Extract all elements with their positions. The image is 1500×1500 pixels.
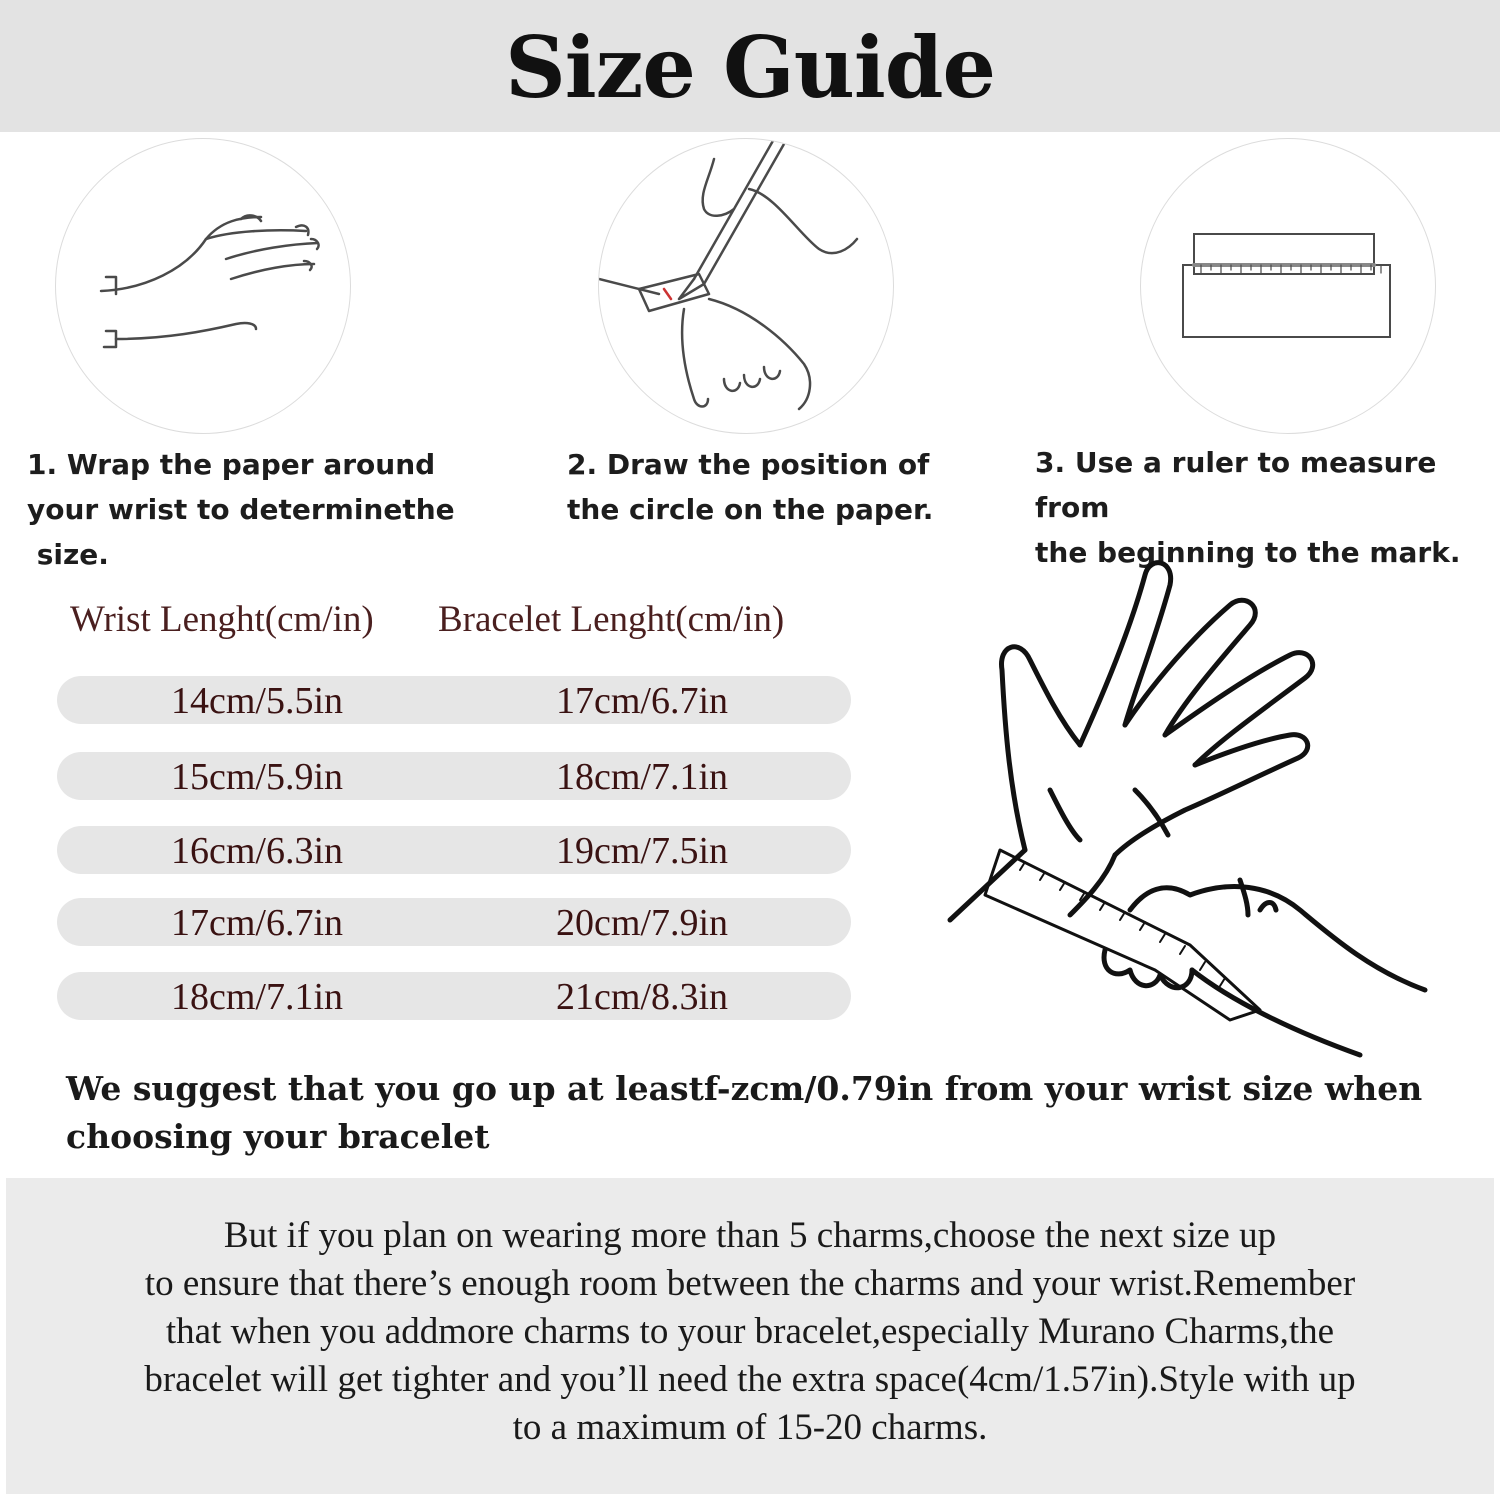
step3-illustration — [1140, 138, 1436, 434]
step2-line2: the circle on the paper. — [567, 493, 934, 526]
ruler-paper-icon — [1141, 139, 1436, 434]
wrist-cell: 14cm/5.5in — [170, 680, 344, 722]
step2-illustration — [598, 138, 894, 434]
bracelet-length-header: Bracelet Lenght(cm/in) — [438, 599, 785, 640]
note-line5: to a maximum of 15-20 charms. — [512, 1407, 988, 1448]
step1-line2: your wrist to determinethe — [27, 493, 455, 526]
bracelet-cell: 20cm/7.9in — [555, 902, 729, 944]
table-row — [57, 676, 851, 724]
step3-line1: 3. Use a ruler to measure from — [1035, 446, 1437, 524]
step2-line1: 2. Draw the position of — [567, 448, 930, 481]
header-bar — [0, 0, 1500, 132]
table-row — [57, 826, 851, 874]
step1-line3: size. — [27, 538, 109, 571]
wrist-cell: 18cm/7.1in — [170, 976, 344, 1018]
wrist-length-header: Wrist Lenght(cm/in) — [70, 599, 374, 640]
note-line1: But if you plan on wearing more than 5 charms,choose the next size up — [223, 1215, 1277, 1256]
suggestion-line2: choosing your bracelet — [66, 1117, 490, 1156]
wrist-cell: 15cm/5.9in — [170, 756, 344, 798]
table-row — [57, 972, 851, 1020]
wrist-cell: 16cm/6.3in — [170, 830, 344, 872]
note-line2: to ensure that there’s enough room between the charms and your wrist.Remember — [144, 1263, 1356, 1304]
step1-illustration — [55, 138, 351, 434]
bracelet-cell: 19cm/7.5in — [555, 830, 729, 872]
step2-caption — [567, 442, 1007, 532]
wrist-cell: 17cm/6.7in — [170, 902, 344, 944]
table-row — [57, 898, 851, 946]
suggestion-line1: We suggest that you go up at leastf-zcm/0.79in from your wrist size when — [66, 1069, 1423, 1108]
table-row — [57, 752, 851, 800]
step3-line2: the beginning to the mark. — [1035, 536, 1461, 569]
step1-caption — [27, 442, 527, 577]
wrist-measure-icon — [930, 550, 1450, 1060]
hand-wrap-icon — [56, 139, 351, 434]
bracelet-cell: 17cm/6.7in — [555, 680, 729, 722]
suggestion-text — [66, 1065, 1466, 1161]
bracelet-cell: 21cm/8.3in — [555, 976, 729, 1018]
step1-line1: 1. Wrap the paper around — [27, 448, 436, 481]
note-line3: that when you addmore charms to your bracelet,especially Murano Charms,the — [165, 1311, 1335, 1352]
page-title: Size Guide — [505, 18, 995, 117]
note-line4: bracelet will get tighter and you’ll need the extra space(4cm/1.57in).Style with up — [144, 1359, 1356, 1400]
bracelet-cell: 18cm/7.1in — [555, 756, 729, 798]
hand-draw-icon — [599, 139, 894, 434]
note-text — [6, 1212, 1494, 1452]
